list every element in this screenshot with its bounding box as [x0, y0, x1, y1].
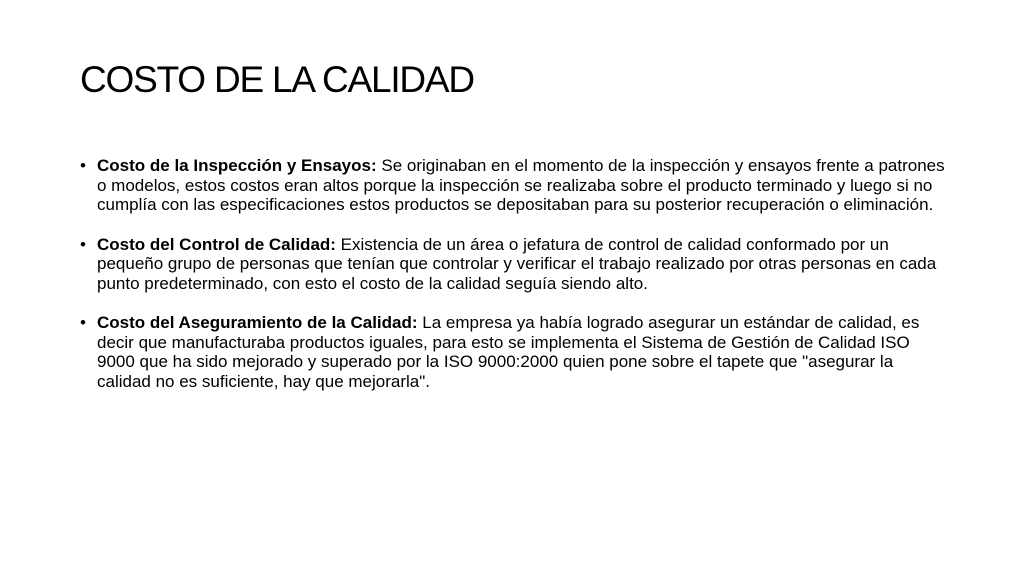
- bullet-icon: •: [80, 313, 86, 332]
- bullet-item-quality-assurance: [80, 313, 950, 391]
- bullet-icon: •: [80, 234, 86, 254]
- bullet-heading: Costo del Control de Calidad:: [97, 234, 336, 254]
- bullet-text: La empresa ya había logrado asegurar un estándar de calidad, es decir que manufacturaba productos iguales, para esto se implementa el Sistema de Gestión de Calidad ISO 9000 que ha sido mejorado y superado por la ISO 9000:2000 quien pone sobre el tapete que "asegurar la calidad no es suficiente, hay que mejorarla".: [97, 313, 920, 391]
- bullet-text: Existencia de un área o jefatura de control de calidad conformado por un pequeño grupo de personas que tenían que controlar y verificar el trabajo realizado por otras personas en cada punto predeterminado, con esto el costo de la calidad seguía siendo alto.: [97, 234, 937, 293]
- bullet-item-quality-control: [80, 235, 950, 294]
- bullet-icon: •: [80, 156, 86, 175]
- bullet-text: Se originaban en el momento de la inspección y ensayos frente a patrones o modelos, estos costos eran altos porque la inspección se realizaba sobre el producto terminado y luego si no cumplía con las especificaciones estos productos se depositaban para su posterior recuperación o eliminación.: [97, 156, 945, 214]
- slide-title: COSTO DE LA CALIDAD: [80, 59, 474, 100]
- bullet-heading: Costo del Aseguramiento de la Calidad:: [97, 313, 418, 332]
- bullet-heading: Costo de la Inspección y Ensayos:: [97, 156, 377, 175]
- bullet-item-inspection: [80, 156, 950, 215]
- bullet-list: [80, 156, 950, 411]
